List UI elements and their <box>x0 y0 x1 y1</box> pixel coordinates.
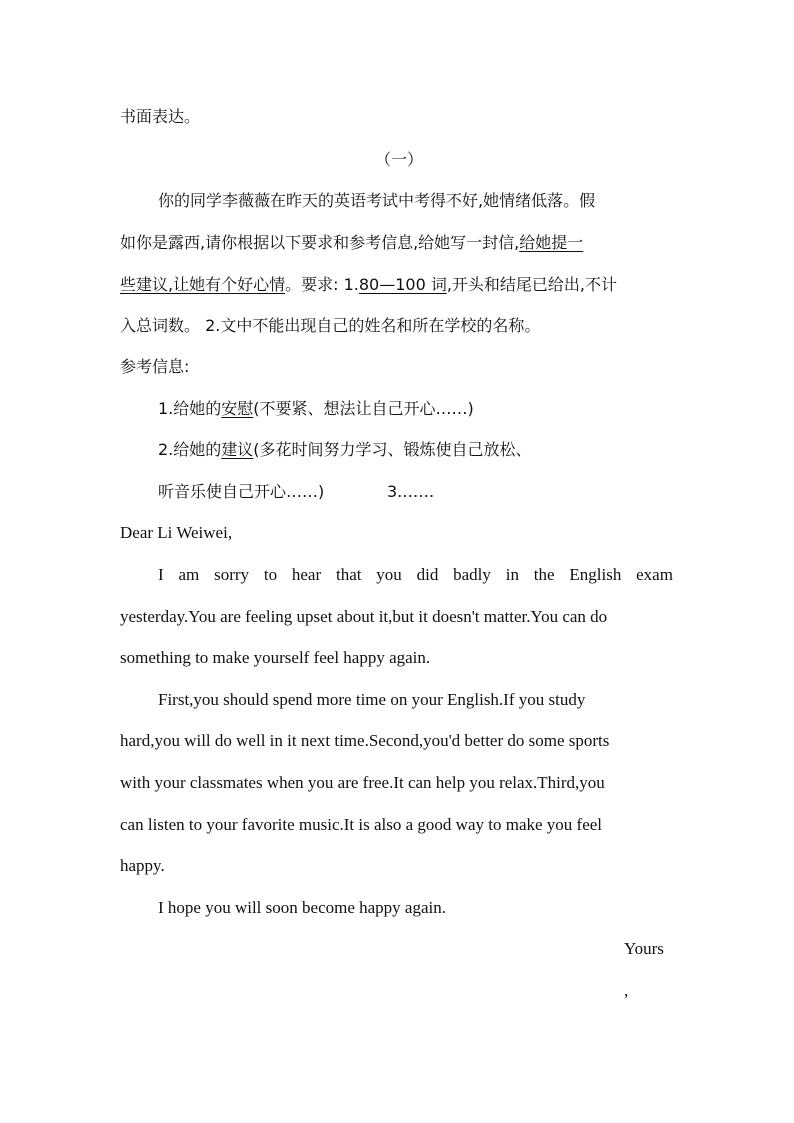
prompt-line-1: 你的同学李薇薇在昨天的英语考试中考得不好,她情绪低落。假 <box>158 191 596 210</box>
word: badly <box>453 565 491 584</box>
prompt-line-2-text: 如你是露西,请你根据以下要求和参考信息,给她写一封信, <box>120 233 520 252</box>
prompt-line-2 <box>120 232 583 254</box>
letter-p3-line-1: I hope you will soon become happy again. <box>158 898 446 917</box>
word: English <box>569 565 622 584</box>
section-title: 书面表达。 <box>120 107 201 126</box>
reference-item-1-detail: (不要紧、想法让自己开心……) <box>253 399 474 418</box>
word: that <box>335 565 362 584</box>
word: in <box>505 565 519 584</box>
letter-greeting: Dear Li Weiwei, <box>120 523 233 542</box>
letter-p1-line-1 <box>158 564 673 586</box>
letter-closing: Yours <box>624 939 664 958</box>
subtitle: （一） <box>375 150 424 169</box>
reference-item-1-label: 1.给她的 <box>158 399 222 418</box>
reference-item-2-label: 2.给她的 <box>158 440 222 459</box>
letter-p1-line-3: something to make yourself feel happy again. <box>120 648 431 667</box>
word: exam <box>636 565 673 584</box>
word: hear <box>291 565 322 584</box>
word: I <box>158 565 164 584</box>
prompt-requirement-label: 。要求: 1. <box>285 275 359 294</box>
letter-p2-line-1: First,you should spend more time on your English.If you study <box>158 690 586 709</box>
letter-p2-line-5: happy. <box>120 856 165 875</box>
reference-item-2-keyword: 建议 <box>221 440 254 459</box>
letter-closing-comma: , <box>624 981 629 1000</box>
prompt-line-3 <box>120 274 617 296</box>
prompt-underlined-phrase-2: 些建议,让她有个好心情 <box>120 275 286 294</box>
word: did <box>416 565 439 584</box>
reference-title: 参考信息: <box>120 357 190 376</box>
prompt-word-count: 80—100 词 <box>358 275 447 294</box>
reference-item-2-detail: (多花时间努力学习、锻炼使自己放松、 <box>253 440 532 459</box>
letter-p2-line-3: with your classmates when you are free.It can help you relax.Third,you <box>120 773 605 792</box>
prompt-line-3-rest: ,开头和结尾已给出,不计 <box>446 275 618 294</box>
word: you <box>376 565 402 584</box>
reference-item-2-cont: 听音乐使自己开心……) <box>158 482 325 501</box>
word: to <box>263 565 278 584</box>
word: am <box>178 565 200 584</box>
word: the <box>533 565 555 584</box>
word: sorry <box>214 565 250 584</box>
reference-item-1 <box>158 398 474 420</box>
prompt-line-4: 入总词数。 2.文中不能出现自己的姓名和所在学校的名称。 <box>120 316 541 335</box>
reference-item-1-keyword: 安慰 <box>221 399 254 418</box>
letter-p2-line-2: hard,you will do well in it next time.Second,you'd better do some sports <box>120 731 610 750</box>
letter-p2-line-4: can listen to your favorite music.It is also a good way to make you feel <box>120 815 603 834</box>
prompt-underlined-phrase: 给她提一 <box>519 233 584 252</box>
reference-item-2 <box>158 439 532 461</box>
reference-item-3: 3.…… <box>387 482 435 501</box>
letter-p1-line-2: yesterday.You are feeling upset about it,but it doesn't matter.You can do <box>120 607 608 626</box>
